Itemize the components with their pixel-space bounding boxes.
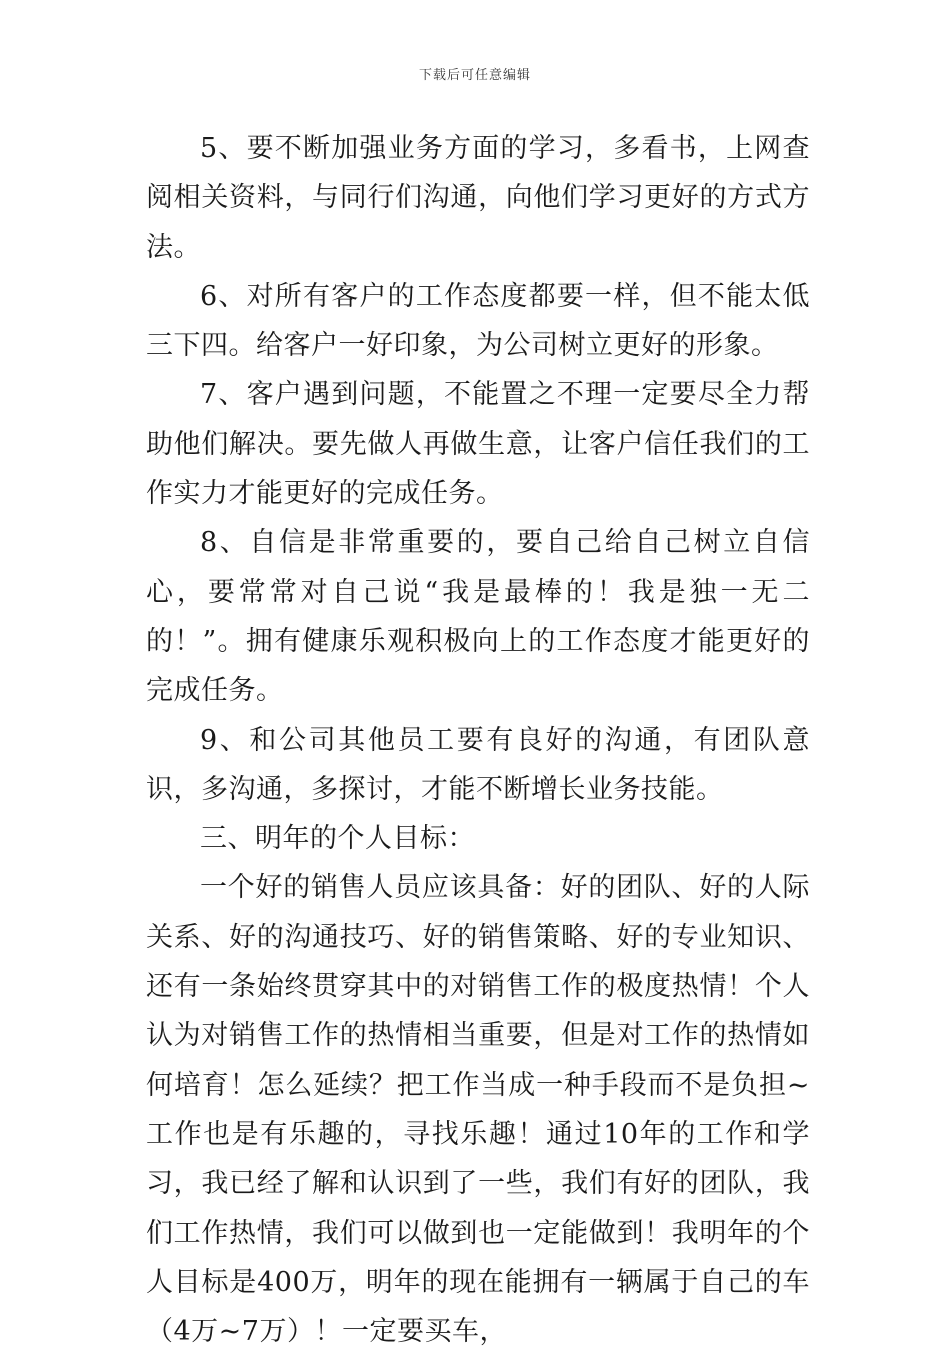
page-header-note: 下载后可任意编辑 — [418, 68, 531, 83]
document-body — [146, 124, 810, 1356]
paragraph-item-6: 6、对所有客户的工作态度都要一样，但不能太低三下四。给客户一好印象，为公司树立更好的形象。 — [146, 280, 810, 362]
paragraph-item-7: 7、客户遇到问题，不能置之不理一定要尽全力帮助他们解决。要先做人再做生意，让客户信任我们的工作实力才能更好的完成任务。 — [146, 379, 810, 510]
paragraph-item-8: 8、自信是非常重要的，要自己给自己树立自信心，要常常对自己说“我是最棒的！我是独一无二的！”。拥有健康乐观积极向上的工作态度才能更好的完成任务。 — [146, 527, 810, 707]
paragraph-goals-body: 一个好的销售人员应该具备：好的团队、好的人际关系、好的沟通技巧、好的销售策略、好的专业知识、还有一条始终贯穿其中的对销售工作的极度热情！个人认为对销售工作的热情相当重要，但是对工作的热情如何培育！怎么延续？把工作当成一种手段而不是负担~工作也是有乐趣的，寻找乐趣！通过10年的工作和学习，我已经了解和认识到了一些，我们有好的团队，我们工作热情，我们可以做到也一定能做到！我明年的个人目标是400万，明年的现在能拥有一辆属于自己的车（4万~7万）！一定要买车， — [146, 872, 810, 1348]
paragraph-item-9: 9、和公司其他员工要有良好的沟通，有团队意识，多沟通，多探讨，才能不断增长业务技能。 — [146, 724, 810, 805]
section-heading-goals: 三、明年的个人目标： — [200, 823, 475, 855]
paragraph-item-5: 5、要不断加强业务方面的学习，多看书，上网查阅相关资料，与同行们沟通，向他们学习更好的方式方法。 — [146, 133, 810, 263]
